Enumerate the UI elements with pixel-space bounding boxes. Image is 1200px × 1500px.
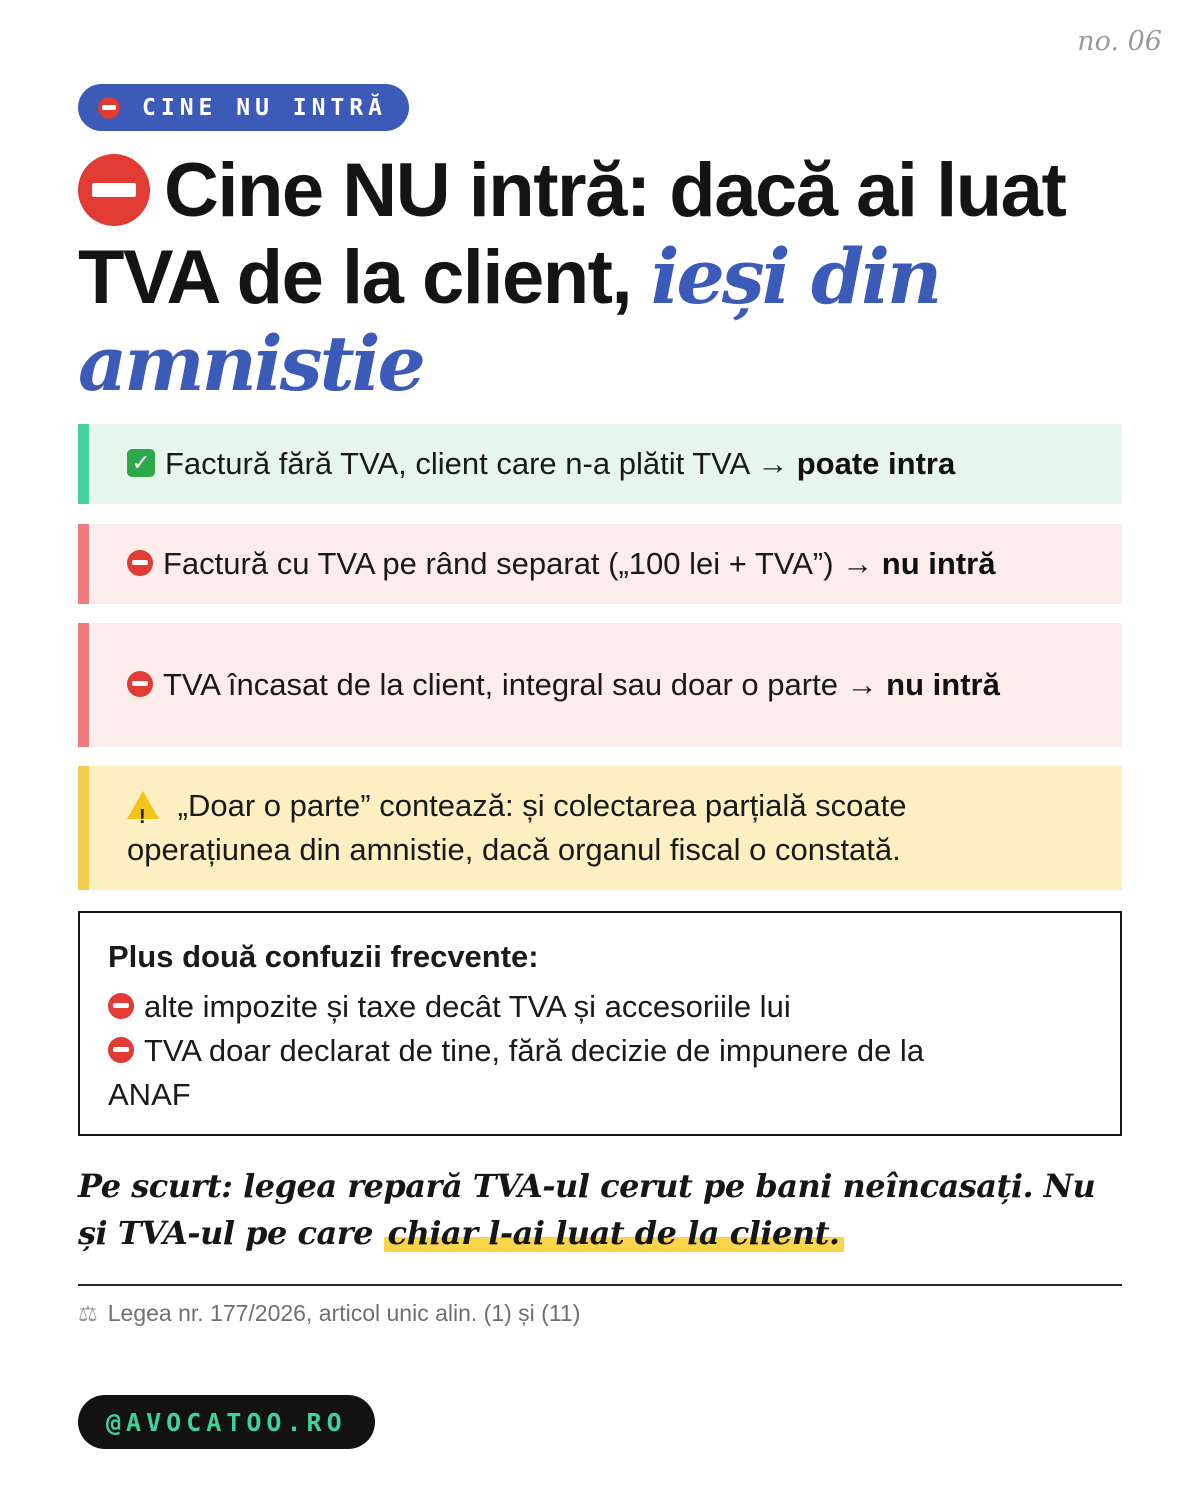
callout-text: Factură cu TVA pe rând separat („100 lei + TVA”) → <box>163 546 882 581</box>
callout-text: Factură fără TVA, client care n-a plătit TVA → <box>165 446 797 481</box>
headline <box>78 148 1138 408</box>
summary-text: Pe scurt: legea repară TVA-ul cerut pe bani neîncasați. Nu și TVA-ul pe care <box>78 1167 1096 1252</box>
no-entry-icon <box>108 1037 134 1063</box>
callout-verdict: nu intră <box>886 667 1000 702</box>
check-mark-icon: ✓ <box>127 449 155 477</box>
account-handle[interactable] <box>78 1395 375 1449</box>
warning-icon <box>127 791 159 819</box>
callout-excluded-invoice <box>78 524 1122 604</box>
no-entry-icon <box>127 671 153 697</box>
callout-text: TVA încasat de la client, integral sau doar o parte → <box>163 667 887 702</box>
page-number: no. 06 <box>1077 26 1162 57</box>
headline-main: Cine NU intră: dacă ai luat TVA de la client, <box>78 148 1066 320</box>
callout-allowed <box>78 424 1122 504</box>
summary-highlight: chiar l-ai luat de la client. <box>384 1214 844 1252</box>
callout-warning <box>78 766 1122 890</box>
callout-excluded-collected <box>78 623 1122 747</box>
no-entry-icon <box>108 993 134 1019</box>
confusions-title: Plus două confuzii frecvente: <box>108 939 539 974</box>
scales-icon: ⚖ <box>78 1300 98 1326</box>
list-item <box>108 985 1092 1029</box>
no-entry-icon <box>98 97 120 119</box>
account-handle-label: @AVOCATOO.RO <box>106 1407 347 1437</box>
headline-accent: ieși din amnistie <box>78 232 940 408</box>
list-item-text: alte impozite și taxe decât TVA și accesoriile lui <box>144 989 791 1024</box>
confusions-box <box>78 911 1122 1136</box>
callout-text: „Doar o parte” contează: și colectarea parțială scoate operațiunea din amnistie, dacă organul fiscal o constată. <box>127 788 907 867</box>
summary <box>78 1163 1122 1257</box>
divider <box>78 1284 1122 1286</box>
source-citation <box>78 1300 580 1327</box>
callout-verdict: nu intră <box>881 546 996 581</box>
category-tag-label: CINE NU INTRĂ <box>142 94 388 121</box>
source-text: Legea nr. 177/2026, articol unic alin. (1) și (11) <box>107 1300 581 1326</box>
list-item-text: TVA doar declarat de tine, fără decizie de impunere de la ANAF <box>108 1033 925 1112</box>
no-entry-icon <box>127 550 153 576</box>
callout-verdict: poate intra <box>796 446 956 481</box>
no-entry-icon <box>78 154 150 226</box>
category-tag <box>78 84 409 131</box>
list-item <box>108 1029 1092 1117</box>
